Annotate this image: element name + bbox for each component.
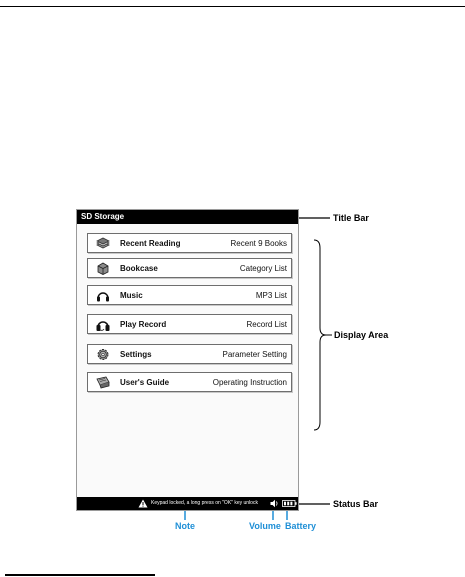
menu-sub: Record List — [246, 320, 287, 329]
volume-label: Volume — [249, 521, 281, 531]
display-area-brace — [314, 240, 326, 430]
menu-label: Music — [120, 291, 143, 300]
status-bar-callout: Status Bar — [333, 499, 379, 509]
title-bar-callout: Title Bar — [333, 213, 369, 223]
menu-label: Settings — [120, 350, 152, 359]
bottom-rule — [5, 574, 155, 576]
menu-sub: Parameter Setting — [222, 350, 287, 359]
note-label: Note — [175, 521, 195, 531]
status-note: Keypad locked, a long press on "OK" key unlock — [151, 500, 258, 506]
menu-label: Bookcase — [120, 264, 158, 273]
menu-sub: MP3 List — [255, 291, 287, 300]
display-area-callout: Display Area — [334, 330, 389, 340]
menu-label: Recent Reading — [120, 239, 181, 248]
menu-sub: Operating Instruction — [212, 378, 287, 387]
menu-sub: Category List — [239, 264, 287, 273]
menu-sub: Recent 9 Books — [230, 239, 287, 248]
battery-label: Battery — [285, 521, 317, 531]
menu-label: User's Guide — [120, 378, 170, 387]
menu-label: Play Record — [120, 320, 167, 329]
title-bar: SD Storage — [77, 210, 298, 224]
